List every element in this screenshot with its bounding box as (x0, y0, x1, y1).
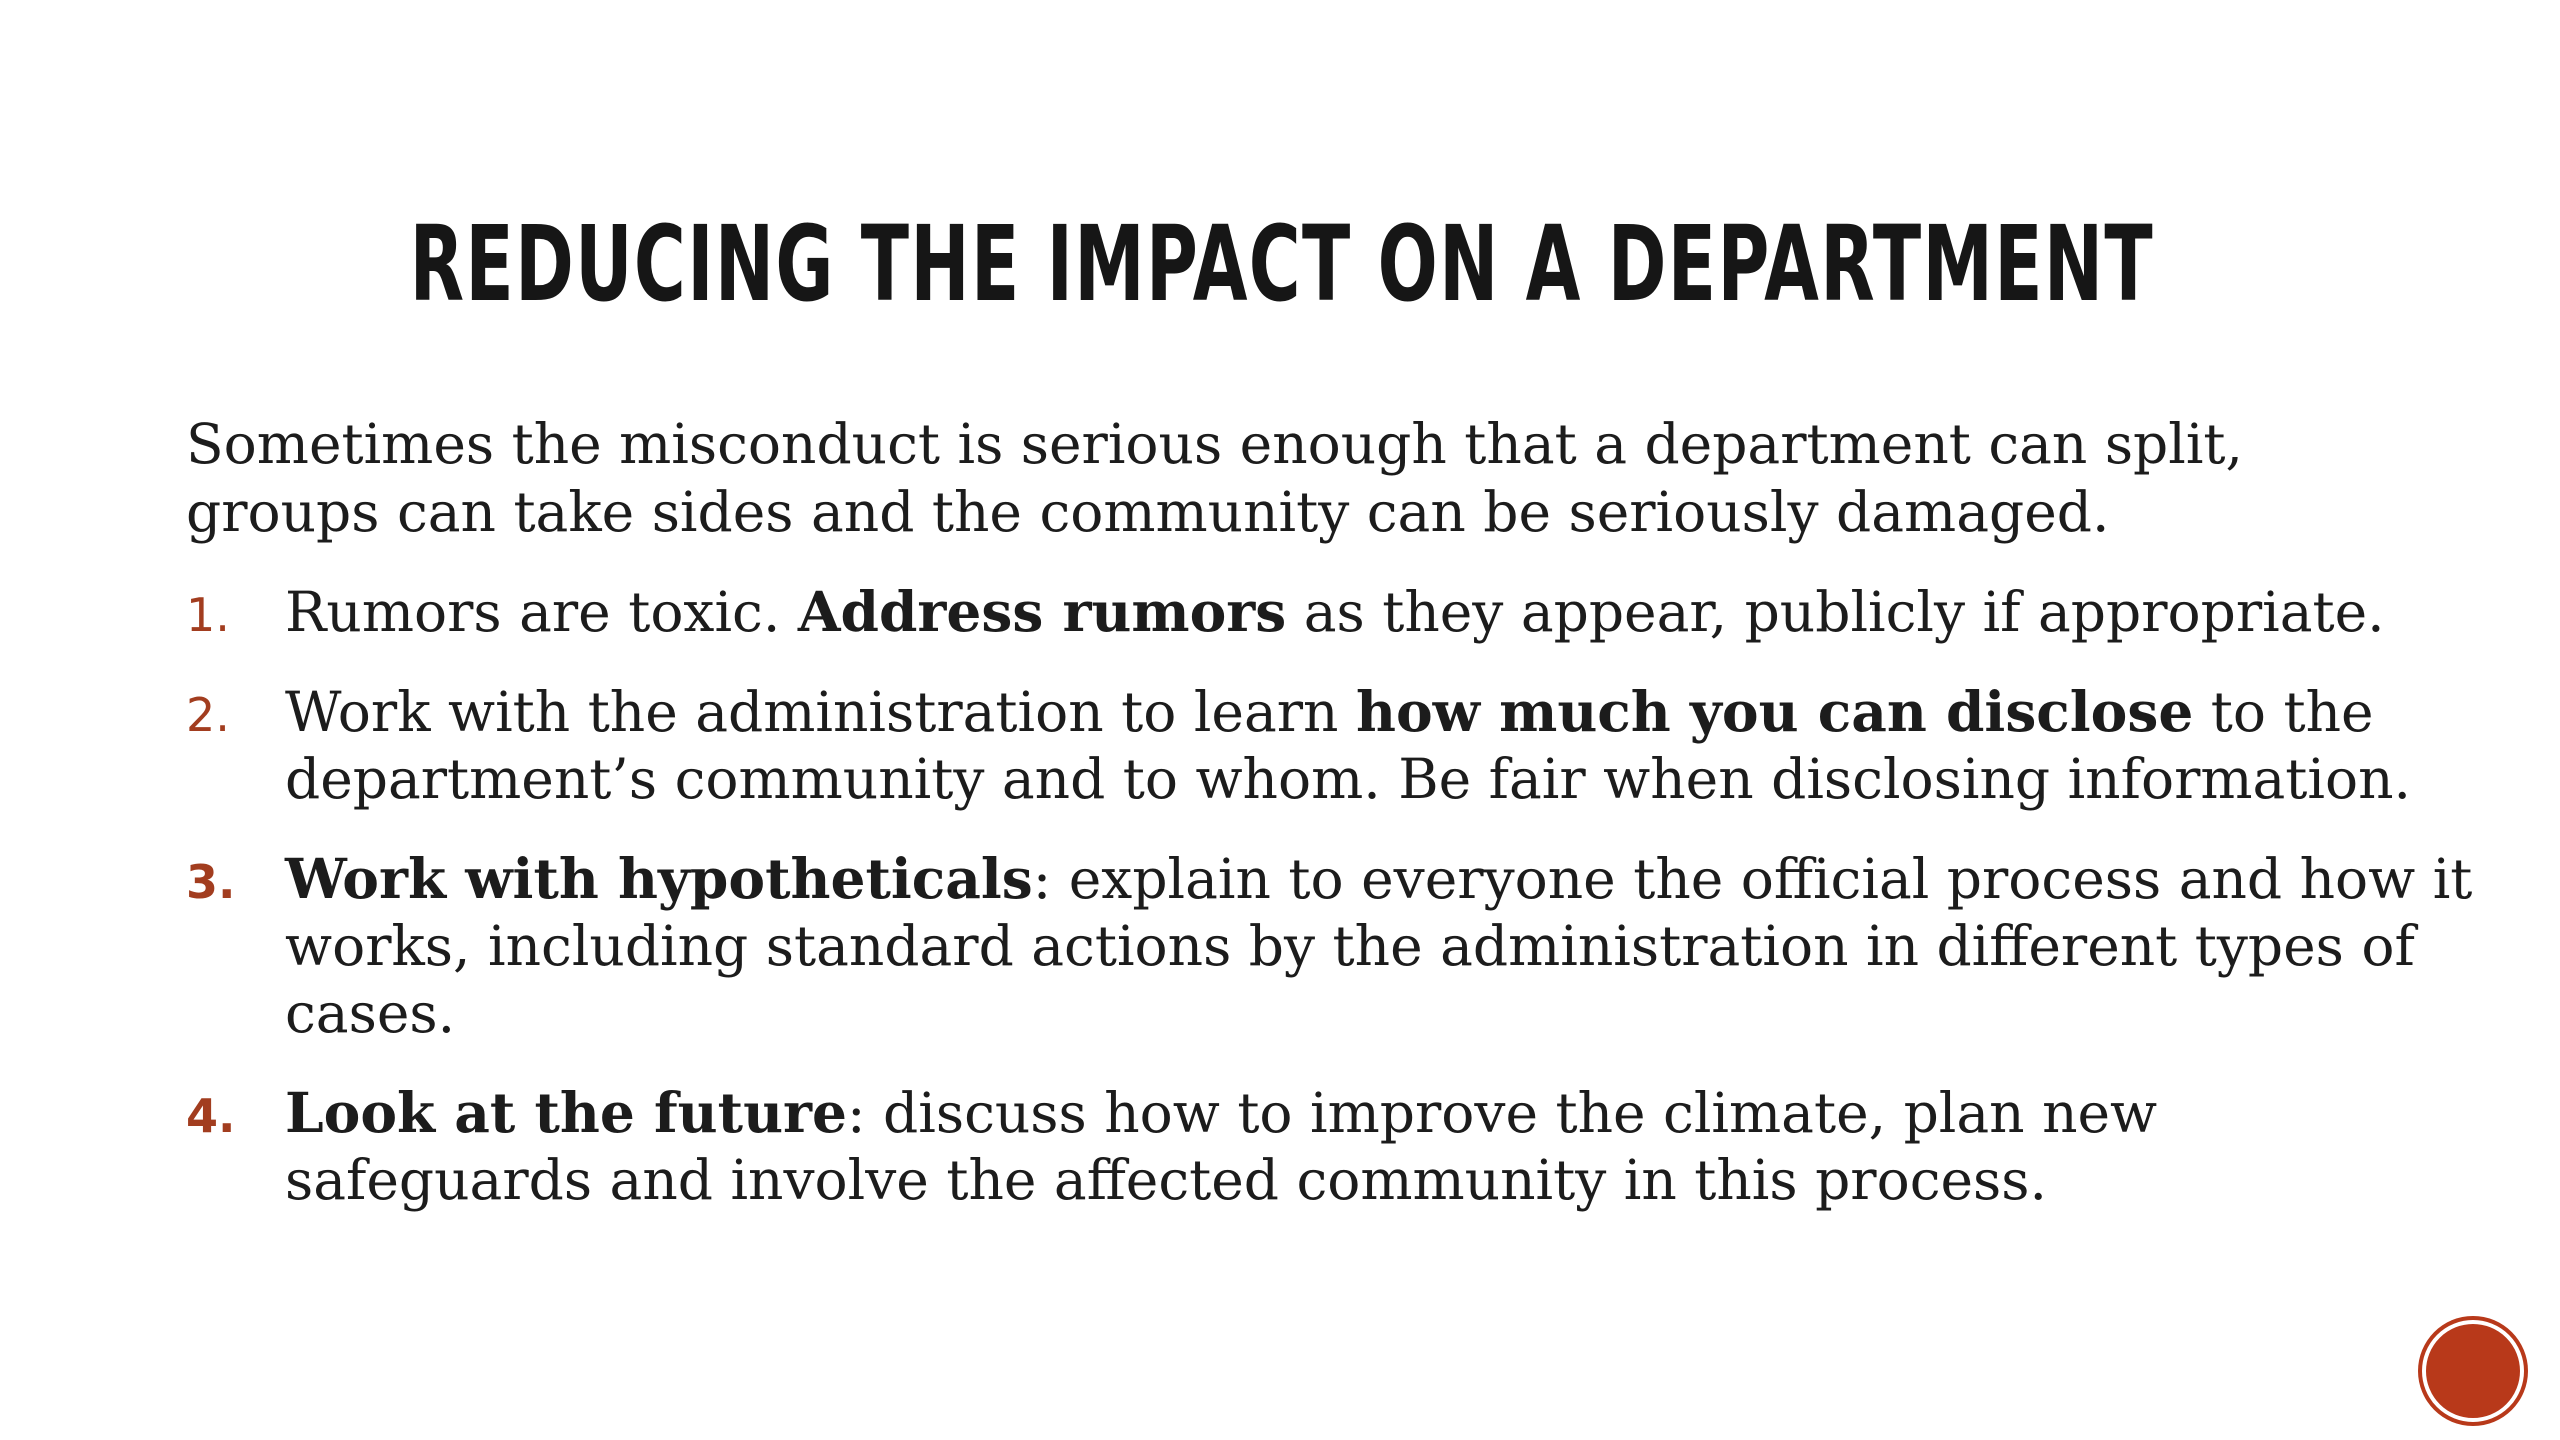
step-text-bold: Look at the future (285, 1080, 848, 1145)
slide-title: REDUCING THE IMPACT ON A DEPARTMENT (409, 203, 2155, 325)
steps-list (186, 578, 2476, 1246)
step-text-post: : explain to everyone the official process and how it works, including standard actions by the administration in different types of cases. (285, 847, 2473, 1045)
step-text-pre: Work with the administration to learn (285, 680, 1356, 744)
list-item (186, 1079, 2476, 1214)
step-number: 4. (186, 1089, 236, 1143)
step-text-pre: Rumors are toxic. (285, 580, 798, 644)
step-text-post: : discuss how to improve the climate, plan new safeguards and involve the affected community in this process. (285, 1081, 2158, 1212)
step-number: 1. (186, 588, 230, 642)
step-text-bold: Address rumors (797, 579, 1287, 644)
step-text-bold: Work with hypotheticals (285, 846, 1033, 911)
step-text-post: to the department’s community and to whom. Be fair when disclosing information. (285, 680, 2412, 811)
step-text-bold: how much you can disclose (1355, 679, 2194, 744)
list-item (186, 578, 2476, 646)
slide-number-badge (2422, 1320, 2524, 1422)
step-number: 2. (186, 688, 230, 742)
step-number: 3. (186, 855, 236, 909)
list-item (186, 845, 2476, 1047)
list-item (186, 678, 2476, 813)
step-text-post: as they appear, publicly if appropriate. (1286, 580, 2385, 644)
intro-paragraph: Sometimes the misconduct is serious enough that a department can split, groups can take sides and the community can be seriously damaged. (186, 412, 2244, 544)
